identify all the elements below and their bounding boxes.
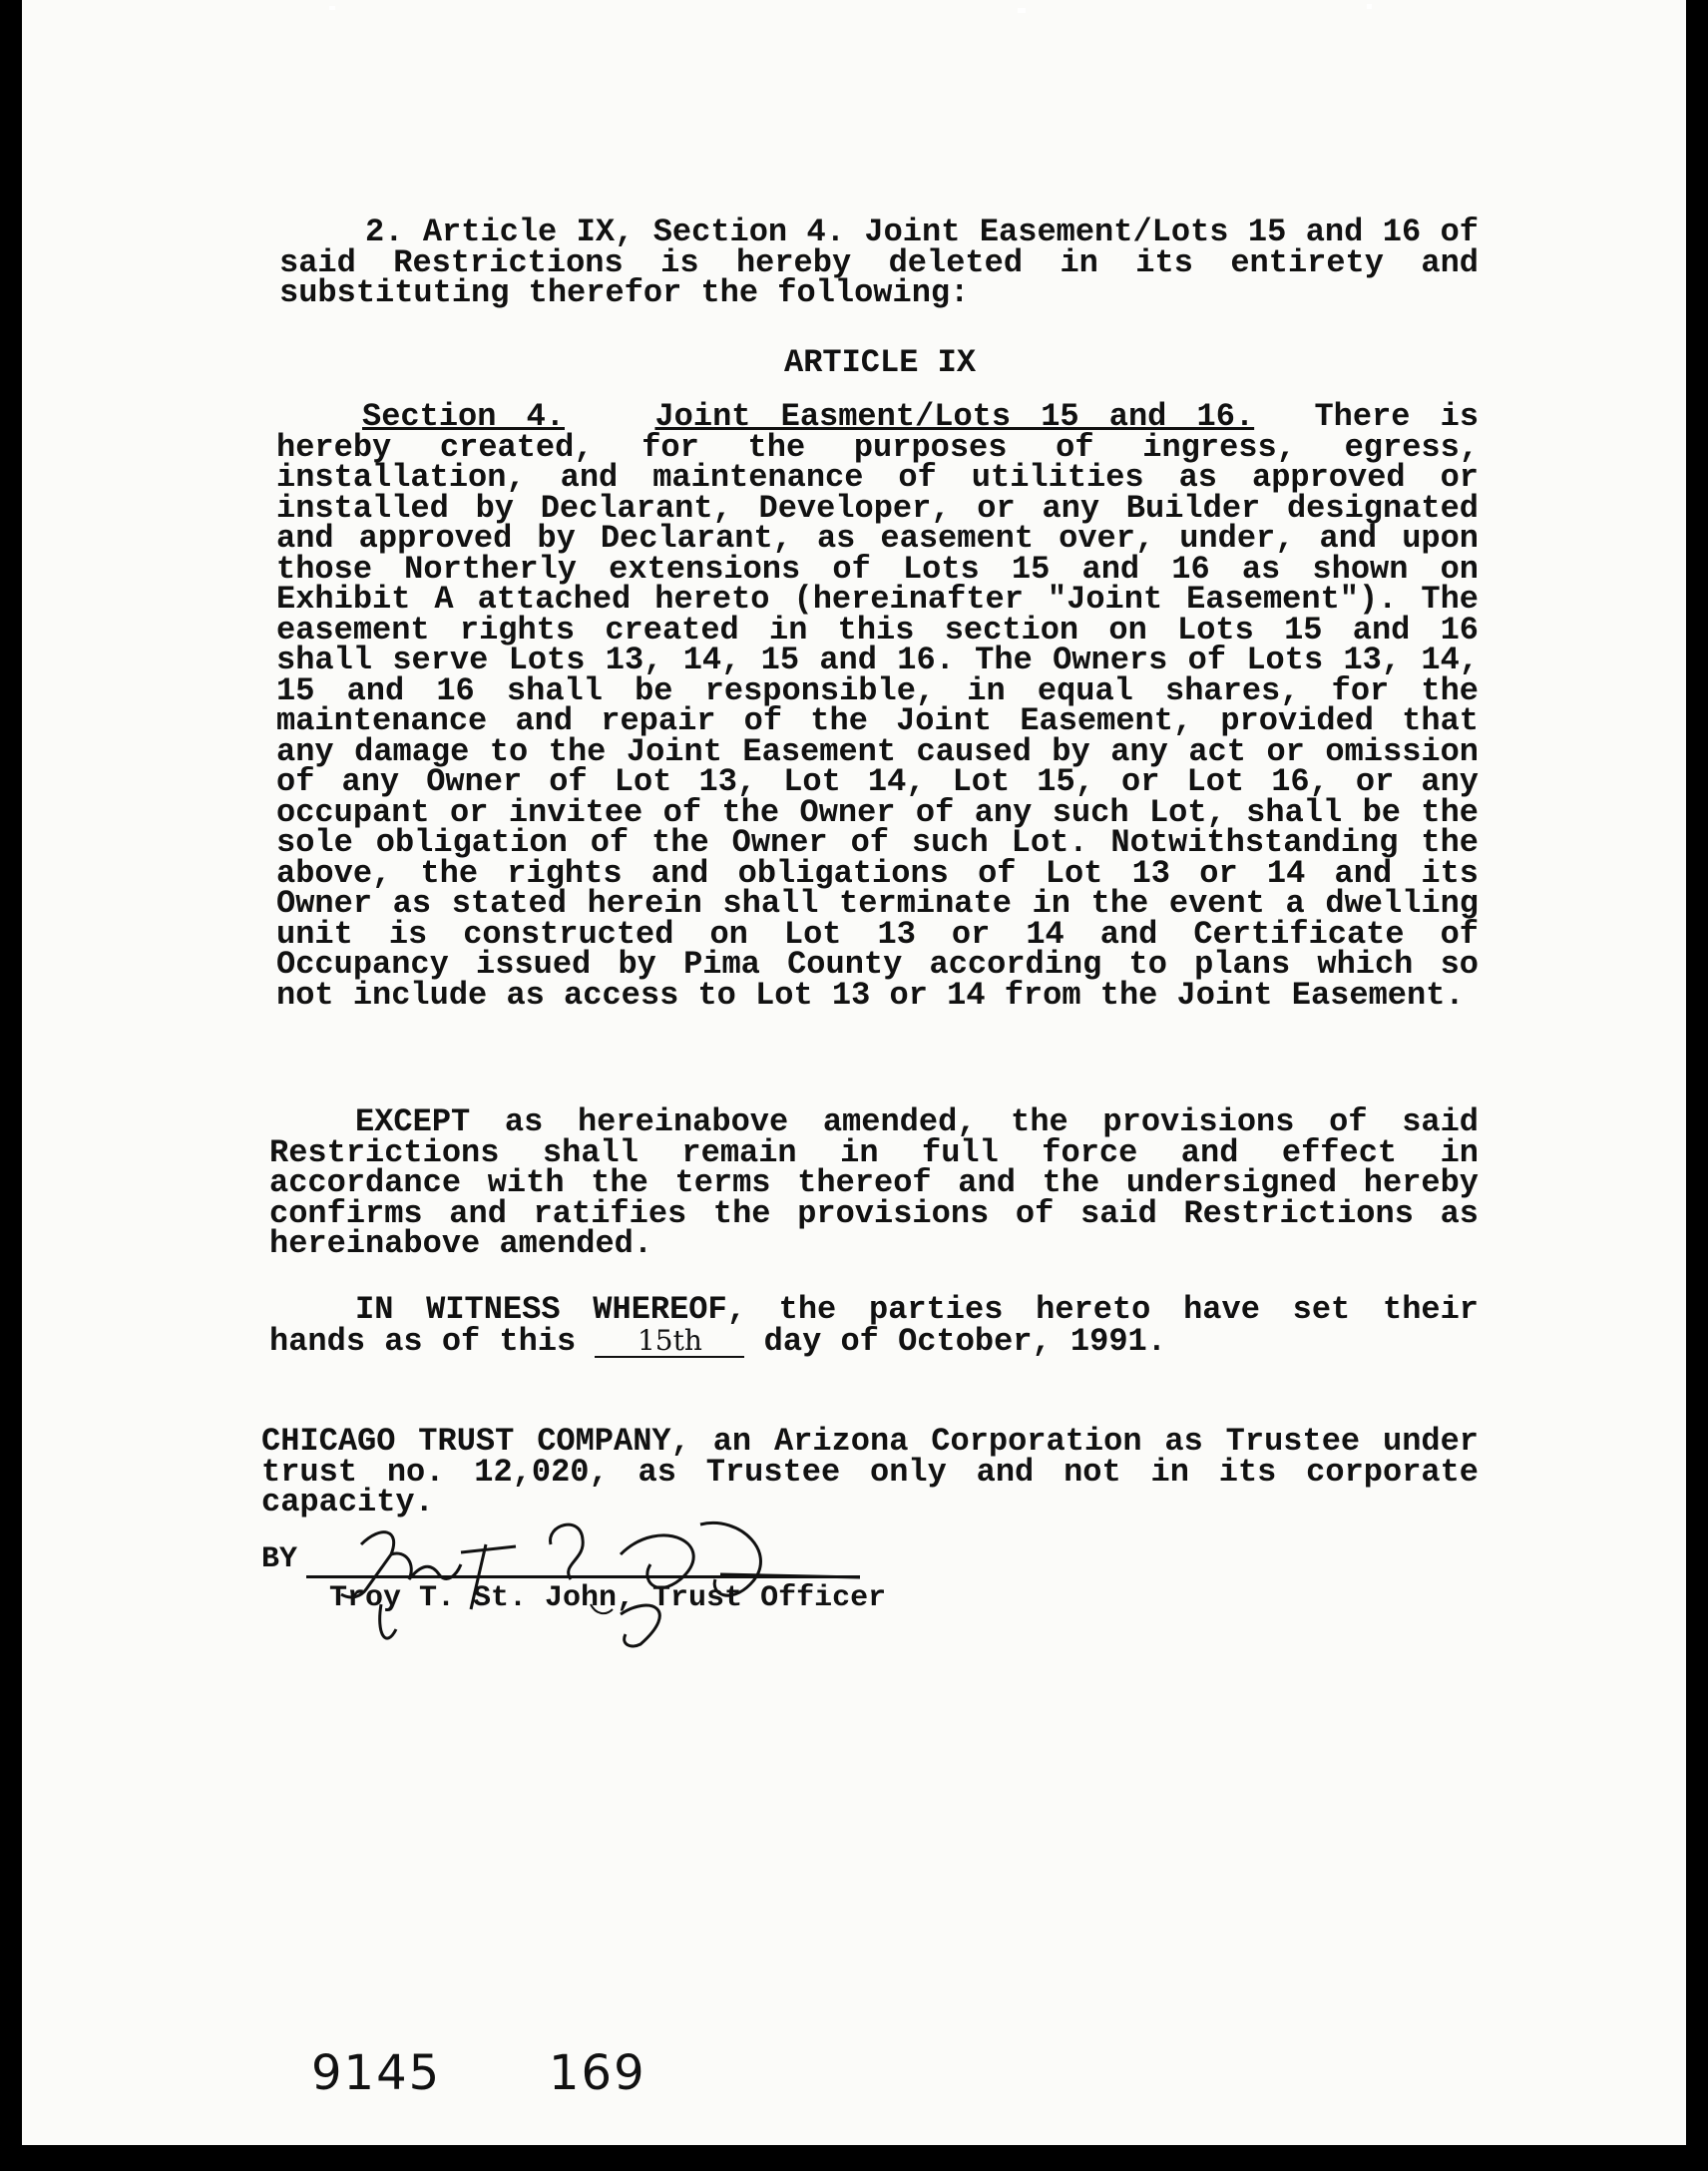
section-title: Joint Easment/Lots 15 and 16. [654,398,1255,435]
document-page [22,0,1686,2145]
by-label: BY [261,1542,298,1576]
section-body: There is hereby created, for the purposes of ingress, egress, installation, and maintenance of utilities as approved or installed by Declarant, Developer, or any Builder designated and approved by Declarant, as easement over, under, and upon those Northerly extensions of Lots 15 and 16 as shown on Exhibit A attached hereto (hereinafter "Joint Easement"). The easement rights created in this section on Lots 15 and 16 shall serve Lots 13, 14, 15 and 16. The Owners of Lots 13, 14, 15 and 16 shall be responsible, in equal shares, for the maintenance and repair of the Joint Easement, provided that any damage to the Joint Easement caused by any act or omission of any Owner of Lot 13, Lot 14, Lot 15, or Lot 16, or any occupant or invitee of the Owner of any such Lot, shall be the sole obligation of the Owner of such Lot. Notwithstanding the above, the rights and obligations of Lot 13 or 14 and its Owner as stated herein shall terminate in the event a dwelling unit is constructed on Lot 13 or 14 and Certificate of Occupancy issued by Pima County according to plans which so not include as access to Lot 13 or 14 from the Joint Easement. [276,398,1480,1014]
scan-speck [1367,4,1372,9]
section-paragraph [276,398,1480,1014]
signature-line [306,1575,860,1578]
page-number: 169 [549,2045,646,2101]
section-label: Section 4. [362,398,565,435]
scan-speck [1018,8,1026,13]
witness-after: day of October, 1991. [763,1322,1166,1360]
except-paragraph [269,1103,1479,1262]
except-text: EXCEPT as hereinabove amended, the provisions of said Restrictions shall remain in full force and effect in accordance with the terms thereof and the undersigned hereby confirms and ratifies the provisions of said Restrictions as hereinabove amended. [269,1103,1479,1262]
intro-text: 2. Article IX, Section 4. Joint Easement/Lots 15 and 16 of said Restrictions is hereby deleted in its entirety and substituting therefor the following: [279,214,1479,311]
intro-paragraph [279,214,1479,311]
article-heading: ARTICLE IX [783,344,977,381]
signer-name-title: Troy T. St. John, Trust Officer [329,1581,887,1615]
company-paragraph: CHICAGO TRUST COMPANY, an Arizona Corporation as Trustee under trust no. 12,020, as Trustee only and not in its corporate capacity. [261,1423,1479,1520]
witness-before: IN WITNESS WHEREOF, the parties hereto have set their hands as of this [269,1291,1479,1360]
witness-paragraph [269,1291,1479,1360]
witness-day: 15th [595,1326,744,1359]
handwritten-signature [321,1485,880,1654]
scan-speck [329,6,335,10]
book-number: 9145 [311,2045,442,2101]
